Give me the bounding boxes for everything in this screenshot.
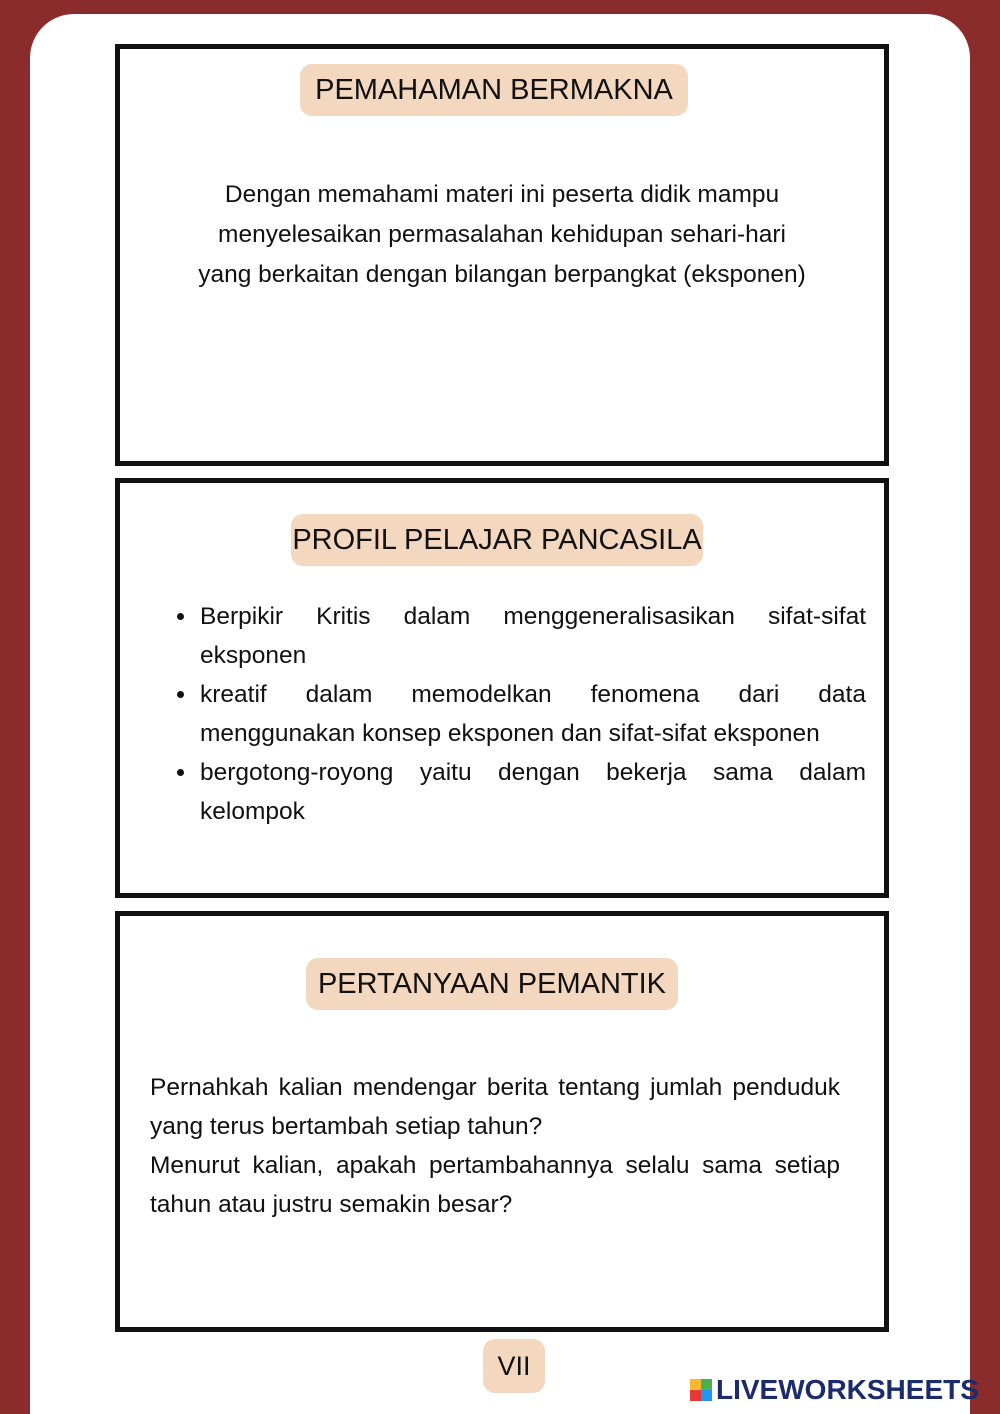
list-item: • kreatif dalam memodelkan fenomena dari data menggunakan konsep eksponen dan sifat-sifat eksponen [198, 675, 866, 753]
pemahaman-line: Dengan memahami materi ini peserta didik mampu [224, 181, 780, 208]
logo-square [701, 1390, 712, 1401]
logo-square [690, 1379, 701, 1390]
meaningful-understanding-box [115, 44, 889, 466]
trigger-question-box [115, 911, 889, 1332]
section-title-pemantik: PERTANYAAN PEMANTIK [306, 958, 678, 1010]
logo-square [690, 1390, 701, 1401]
liveworksheets-logo-icon [690, 1379, 712, 1401]
question-text [150, 1068, 840, 1224]
watermark-text: LIVEWORKSHEETS [716, 1374, 979, 1405]
list-item: • Berpikir Kritis dalam menggeneralisasikan sifat-sifat eksponen [198, 597, 866, 675]
profile-list [170, 597, 866, 831]
question-paragraph: Pernahkah kalian mendengar berita tentang jumlah penduduk yang terus bertambah setiap tahun? [150, 1074, 840, 1140]
pemahaman-line: yang berkaitan dengan bilangan berpangkat (eksponen) [198, 261, 806, 288]
pemahaman-line: menyelesaikan permasalahan kehidupan sehari-hari [218, 221, 786, 248]
pancasila-profile-box [115, 478, 889, 898]
logo-square [701, 1379, 712, 1390]
page-number: VII [483, 1339, 545, 1393]
question-paragraph: Menurut kalian, apakah pertambahannya selalu sama setiap tahun atau justru semakin besar? [150, 1152, 840, 1218]
section-title-profil: PROFIL PELAJAR PANCASILA [291, 514, 703, 566]
section-title-pemahaman: PEMAHAMAN BERMAKNA [300, 64, 688, 116]
liveworksheets-watermark [690, 1374, 979, 1406]
list-item: • bergotong-royong yaitu dengan bekerja sama dalam kelompok [198, 753, 866, 831]
pemahaman-text [145, 175, 859, 295]
